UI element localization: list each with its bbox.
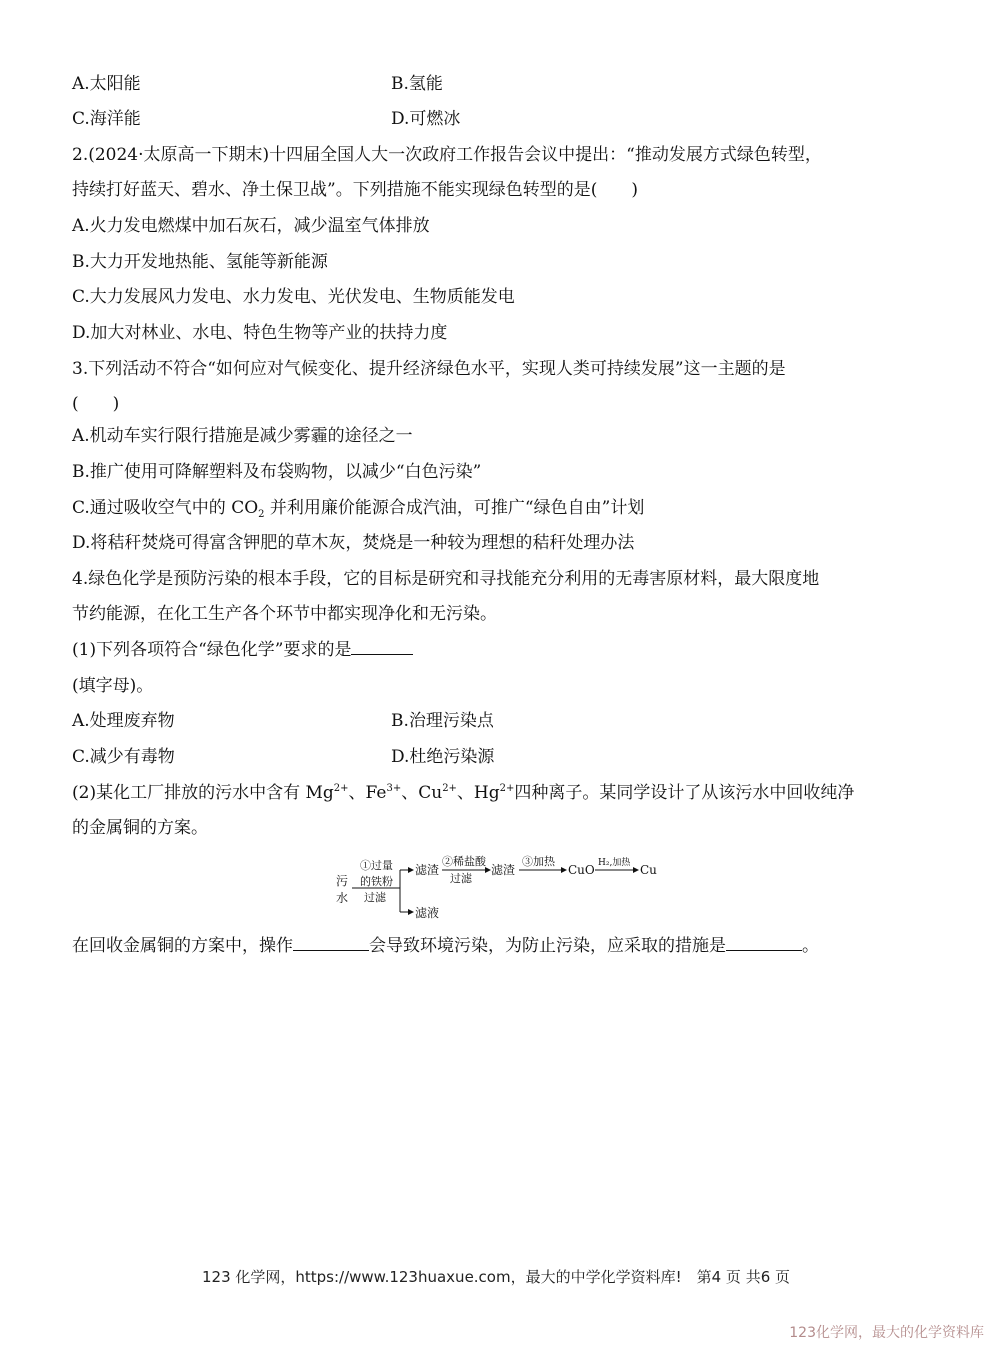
q4-final-pre: 在回收金属铜的方案中，操作 (72, 936, 293, 956)
q4-sub1-cont: (填字母)。 (72, 676, 154, 696)
co2-subscript: 2 (258, 509, 265, 520)
q4-final-line (72, 934, 819, 958)
answer-blank[interactable] (293, 936, 369, 951)
step1-label-bottom: 过滤 (364, 891, 386, 904)
residue-2: 滤渣 (491, 863, 516, 877)
step4-label-top: H₂,加热 (598, 858, 631, 868)
flow-start-1: 污 (336, 874, 349, 888)
q4-sub2-line1 (72, 781, 854, 805)
step1-label-top: ①过量 (360, 859, 393, 872)
q1-option-a: A.太阳能 (72, 74, 141, 94)
q3-stem-line2: ( ) (72, 394, 120, 414)
cuo-label: CuO (568, 863, 595, 877)
answer-blank[interactable] (726, 936, 802, 951)
hg-charge: 2+ (499, 783, 515, 794)
q4-sep1: 、Fe (348, 783, 387, 803)
q4-sep2: 、Cu (401, 783, 443, 803)
flow-start-2: 水 (336, 891, 349, 905)
filtrate: 滤液 (415, 906, 440, 920)
q2-option-b: B.大力开发地热能、氢能等新能源 (72, 252, 328, 272)
q1-option-b: B.氢能 (391, 74, 443, 94)
mg-charge: 2+ (333, 783, 349, 794)
q2-stem-line1: 2.(2024·太原高一下期末)十四届全国人大一次政府工作报告会议中提出：“推动发展方式绿色转型， (72, 145, 822, 165)
step3-label-top: ③加热 (522, 855, 555, 868)
q2-stem-line2: 持续打好蓝天、碧水、净土保卫战”。下列措施不能实现绿色转型的是( ) (72, 180, 638, 200)
q1-option-c: C.海洋能 (72, 109, 141, 129)
q3-option-d: D.将秸秆焚烧可得富含钾肥的草木灰，焚烧是一种较为理想的秸秆处理办法 (72, 533, 635, 553)
q4-option-d: D.杜绝污染源 (391, 747, 495, 767)
fe-charge: 3+ (386, 783, 402, 794)
q2-option-d: D.加大对林业、水电、特色生物等产业的扶持力度 (72, 323, 448, 343)
q3-stem-line1: 3.下列活动不符合“如何应对气候变化、提升经济绿色水平，实现人类可持续发展”这一主题的是 (72, 359, 786, 379)
residue-1: 滤渣 (415, 863, 440, 877)
cu-charge: 2+ (442, 783, 457, 794)
q2-option-a: A.火力发电燃煤中加石灰石，减少温室气体排放 (72, 216, 430, 236)
q4-sub2-pre: (2)某化工厂排放的污水中含有 Mg (72, 783, 334, 803)
q4-sub2-post: 四种离子。某同学设计了从该污水中回收纯净 (514, 783, 855, 803)
step1-label-mid: 的铁粉 (360, 875, 393, 888)
q4-final-mid: 会导致环境污染，为防止污染，应采取的措施是 (369, 936, 726, 956)
step2-label-bottom: 过滤 (450, 872, 472, 885)
q3-option-c-post: 并利用廉价能源合成汽油，可推广“绿色自由”计划 (264, 498, 645, 518)
q3-option-c-pre: C.通过吸收空气中的 CO (72, 498, 259, 518)
copper-recovery-flow-diagram (330, 852, 670, 924)
q4-stem-line2: 节约能源，在化工生产各个环节中都实现净化和无污染。 (72, 604, 497, 624)
cu-label: Cu (640, 863, 657, 877)
q4-sub1 (72, 638, 413, 662)
q3-option-c (72, 496, 644, 520)
q4-sep3: 、Hg (456, 783, 500, 803)
q3-option-a: A.机动车实行限行措施是减少雾霾的途径之一 (72, 426, 413, 446)
q4-stem-line1: 4.绿色化学是预防污染的根本手段，它的目标是研究和寻找能充分利用的无毒害原材料，最大限度地 (72, 569, 820, 589)
page-footer: 123 化学网，https://www.123huaxue.com，最大的中学化学资料库! 第4 页 共6 页 (201, 1268, 791, 1286)
q4-option-a: A.处理废弃物 (72, 711, 175, 731)
watermark: 123化学网，最大的化学资料库 (789, 1325, 984, 1341)
q4-sub2-line2: 的金属铜的方案。 (72, 818, 208, 838)
answer-blank[interactable] (351, 640, 413, 655)
q3-option-b: B.推广使用可降解塑料及布袋购物，以减少“白色污染” (72, 462, 482, 482)
q4-option-c: C.减少有毒物 (72, 747, 175, 767)
q4-final-end: 。 (802, 936, 819, 956)
q1-option-d: D.可燃冰 (391, 109, 461, 129)
q4-option-b: B.治理污染点 (391, 711, 494, 731)
q4-sub1-text: (1)下列各项符合“绿色化学”要求的是 (72, 640, 352, 660)
q2-option-c: C.大力发展风力发电、水力发电、光伏发电、生物质能发电 (72, 287, 515, 307)
step2-label-top: ②稀盐酸 (442, 855, 486, 868)
